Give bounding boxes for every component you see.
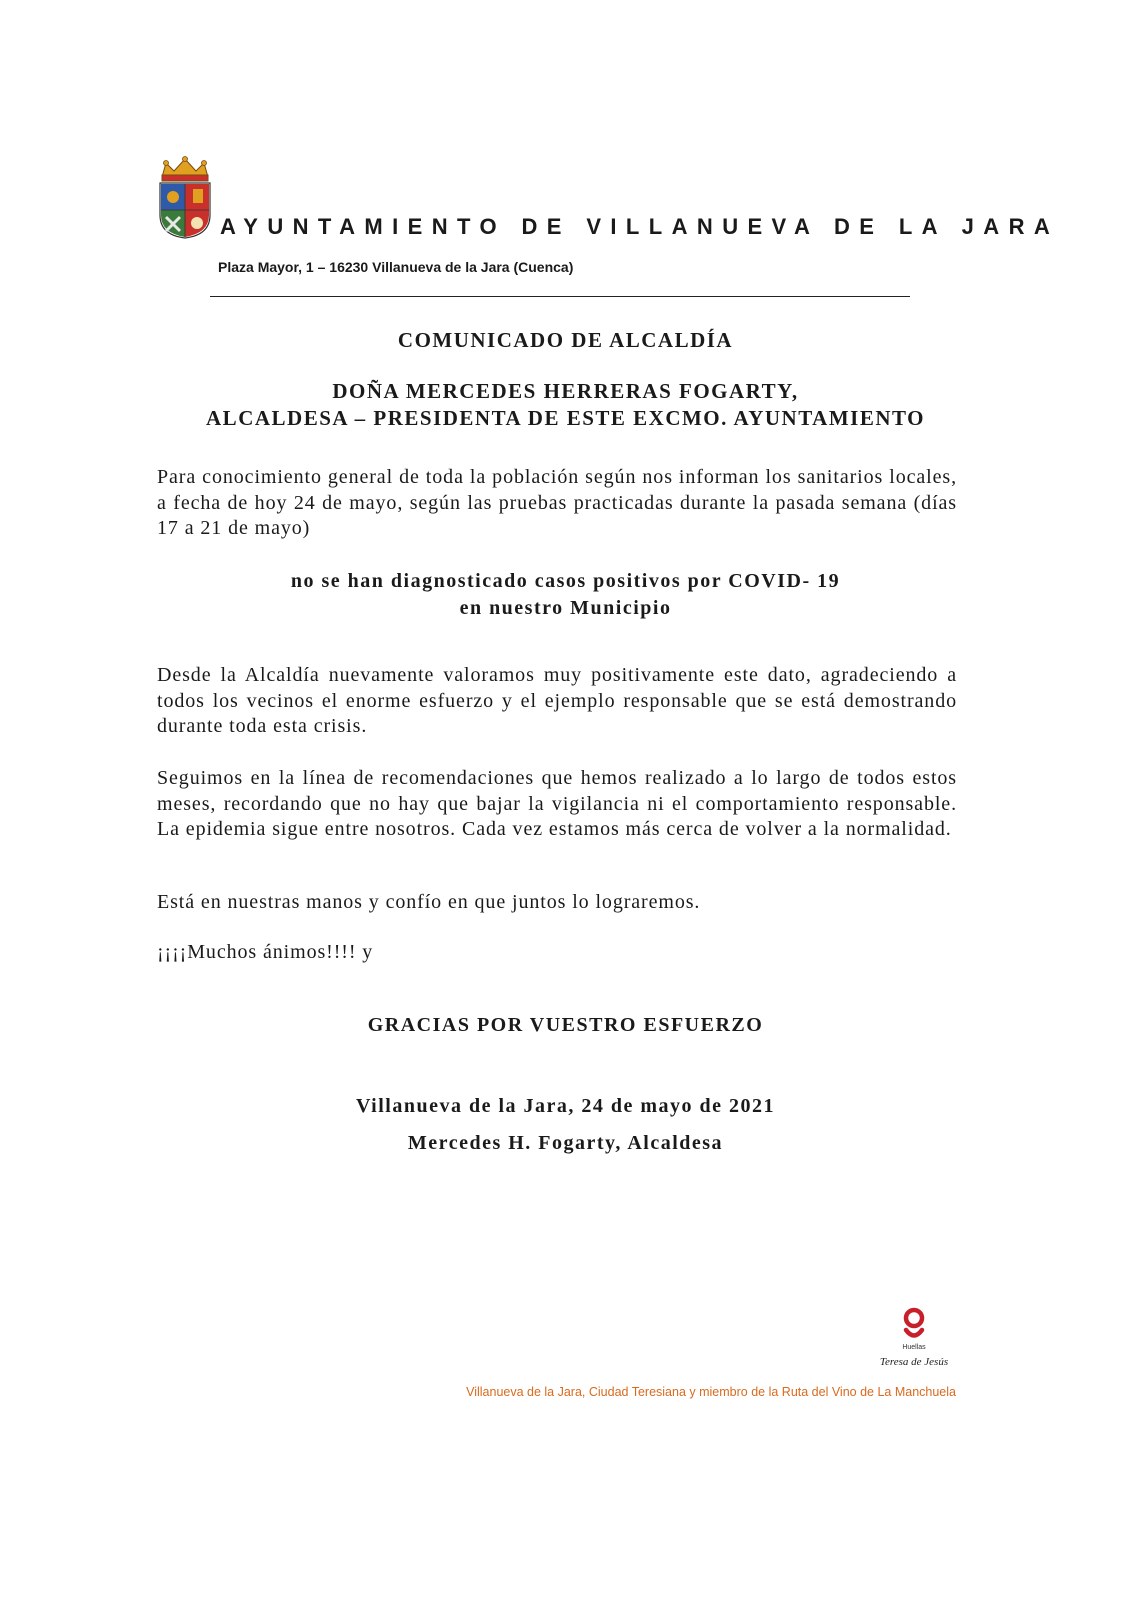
highlight-block xyxy=(0,568,1131,622)
paragraph-intro: Para conocimiento general de toda la población según nos informan los sanitarios locales, a fecha de hoy 24 de mayo, según las pruebas practicadas durante la pasada semana (días 17 a 21 de mayo) xyxy=(157,466,957,539)
paragraph-valuation: Desde la Alcaldía nuevamente valoramos muy positivamente este dato, agradeciendo a todos los vecinos el enorme esfuerzo y el ejemplo responsable que se está demostrando durante toda esta crisis. xyxy=(157,664,957,737)
organization-name: AYUNTAMIENTO DE VILLANUEVA DE LA JARA xyxy=(220,214,1060,239)
authority-name: DOÑA MERCEDES HERRERAS FOGARTY, xyxy=(332,379,799,403)
signature-signer: Mercedes H. Fogarty, Alcaldesa xyxy=(407,1132,724,1154)
paragraph-encouragement: ¡¡¡¡Muchos ánimos!!!! y xyxy=(157,941,374,963)
header-divider xyxy=(210,296,910,297)
paragraph-recommendations: Seguimos en la línea de recomendaciones que hemos realizado a lo largo de todos estos meses, recordando que no hay que bajar la vigilancia ni el comportamiento responsable. La epidemia sigue entre nosotros. Cada vez estamos más cerca de volver a la normalidad. xyxy=(157,767,957,840)
highlight-line-1: no se han diagnosticado casos positivos por COVID- 19 xyxy=(290,570,841,592)
highlight-line-2: en nuestro Municipio xyxy=(459,597,672,619)
organization-address: Plaza Mayor, 1 – 16230 Villanueva de la Jara (Cuenca) xyxy=(218,259,574,275)
thanks-heading: GRACIAS POR VUESTRO ESFUERZO xyxy=(367,1014,764,1036)
logo-script: Teresa de Jesús xyxy=(879,1356,949,1368)
document-title: COMUNICADO DE ALCALDÍA xyxy=(397,328,734,352)
coat-of-arms-icon xyxy=(156,155,214,239)
footer-tagline: Villanueva de la Jara, Ciudad Teresiana y miembro de la Ruta del Vino de La Manchuela xyxy=(466,1385,956,1399)
huellas-logo-icon xyxy=(872,1305,956,1373)
paragraph-hands: Está en nuestras manos y confío en que juntos lo lograremos. xyxy=(157,891,701,913)
signature-block xyxy=(0,1088,1131,1162)
logo-label: Huellas xyxy=(902,1344,926,1351)
authority-block xyxy=(0,378,1131,432)
signature-place-date: Villanueva de la Jara, 24 de mayo de 2021 xyxy=(355,1095,776,1117)
authority-role: ALCALDESA – PRESIDENTA DE ESTE EXCMO. AYUNTAMIENTO xyxy=(206,406,925,430)
